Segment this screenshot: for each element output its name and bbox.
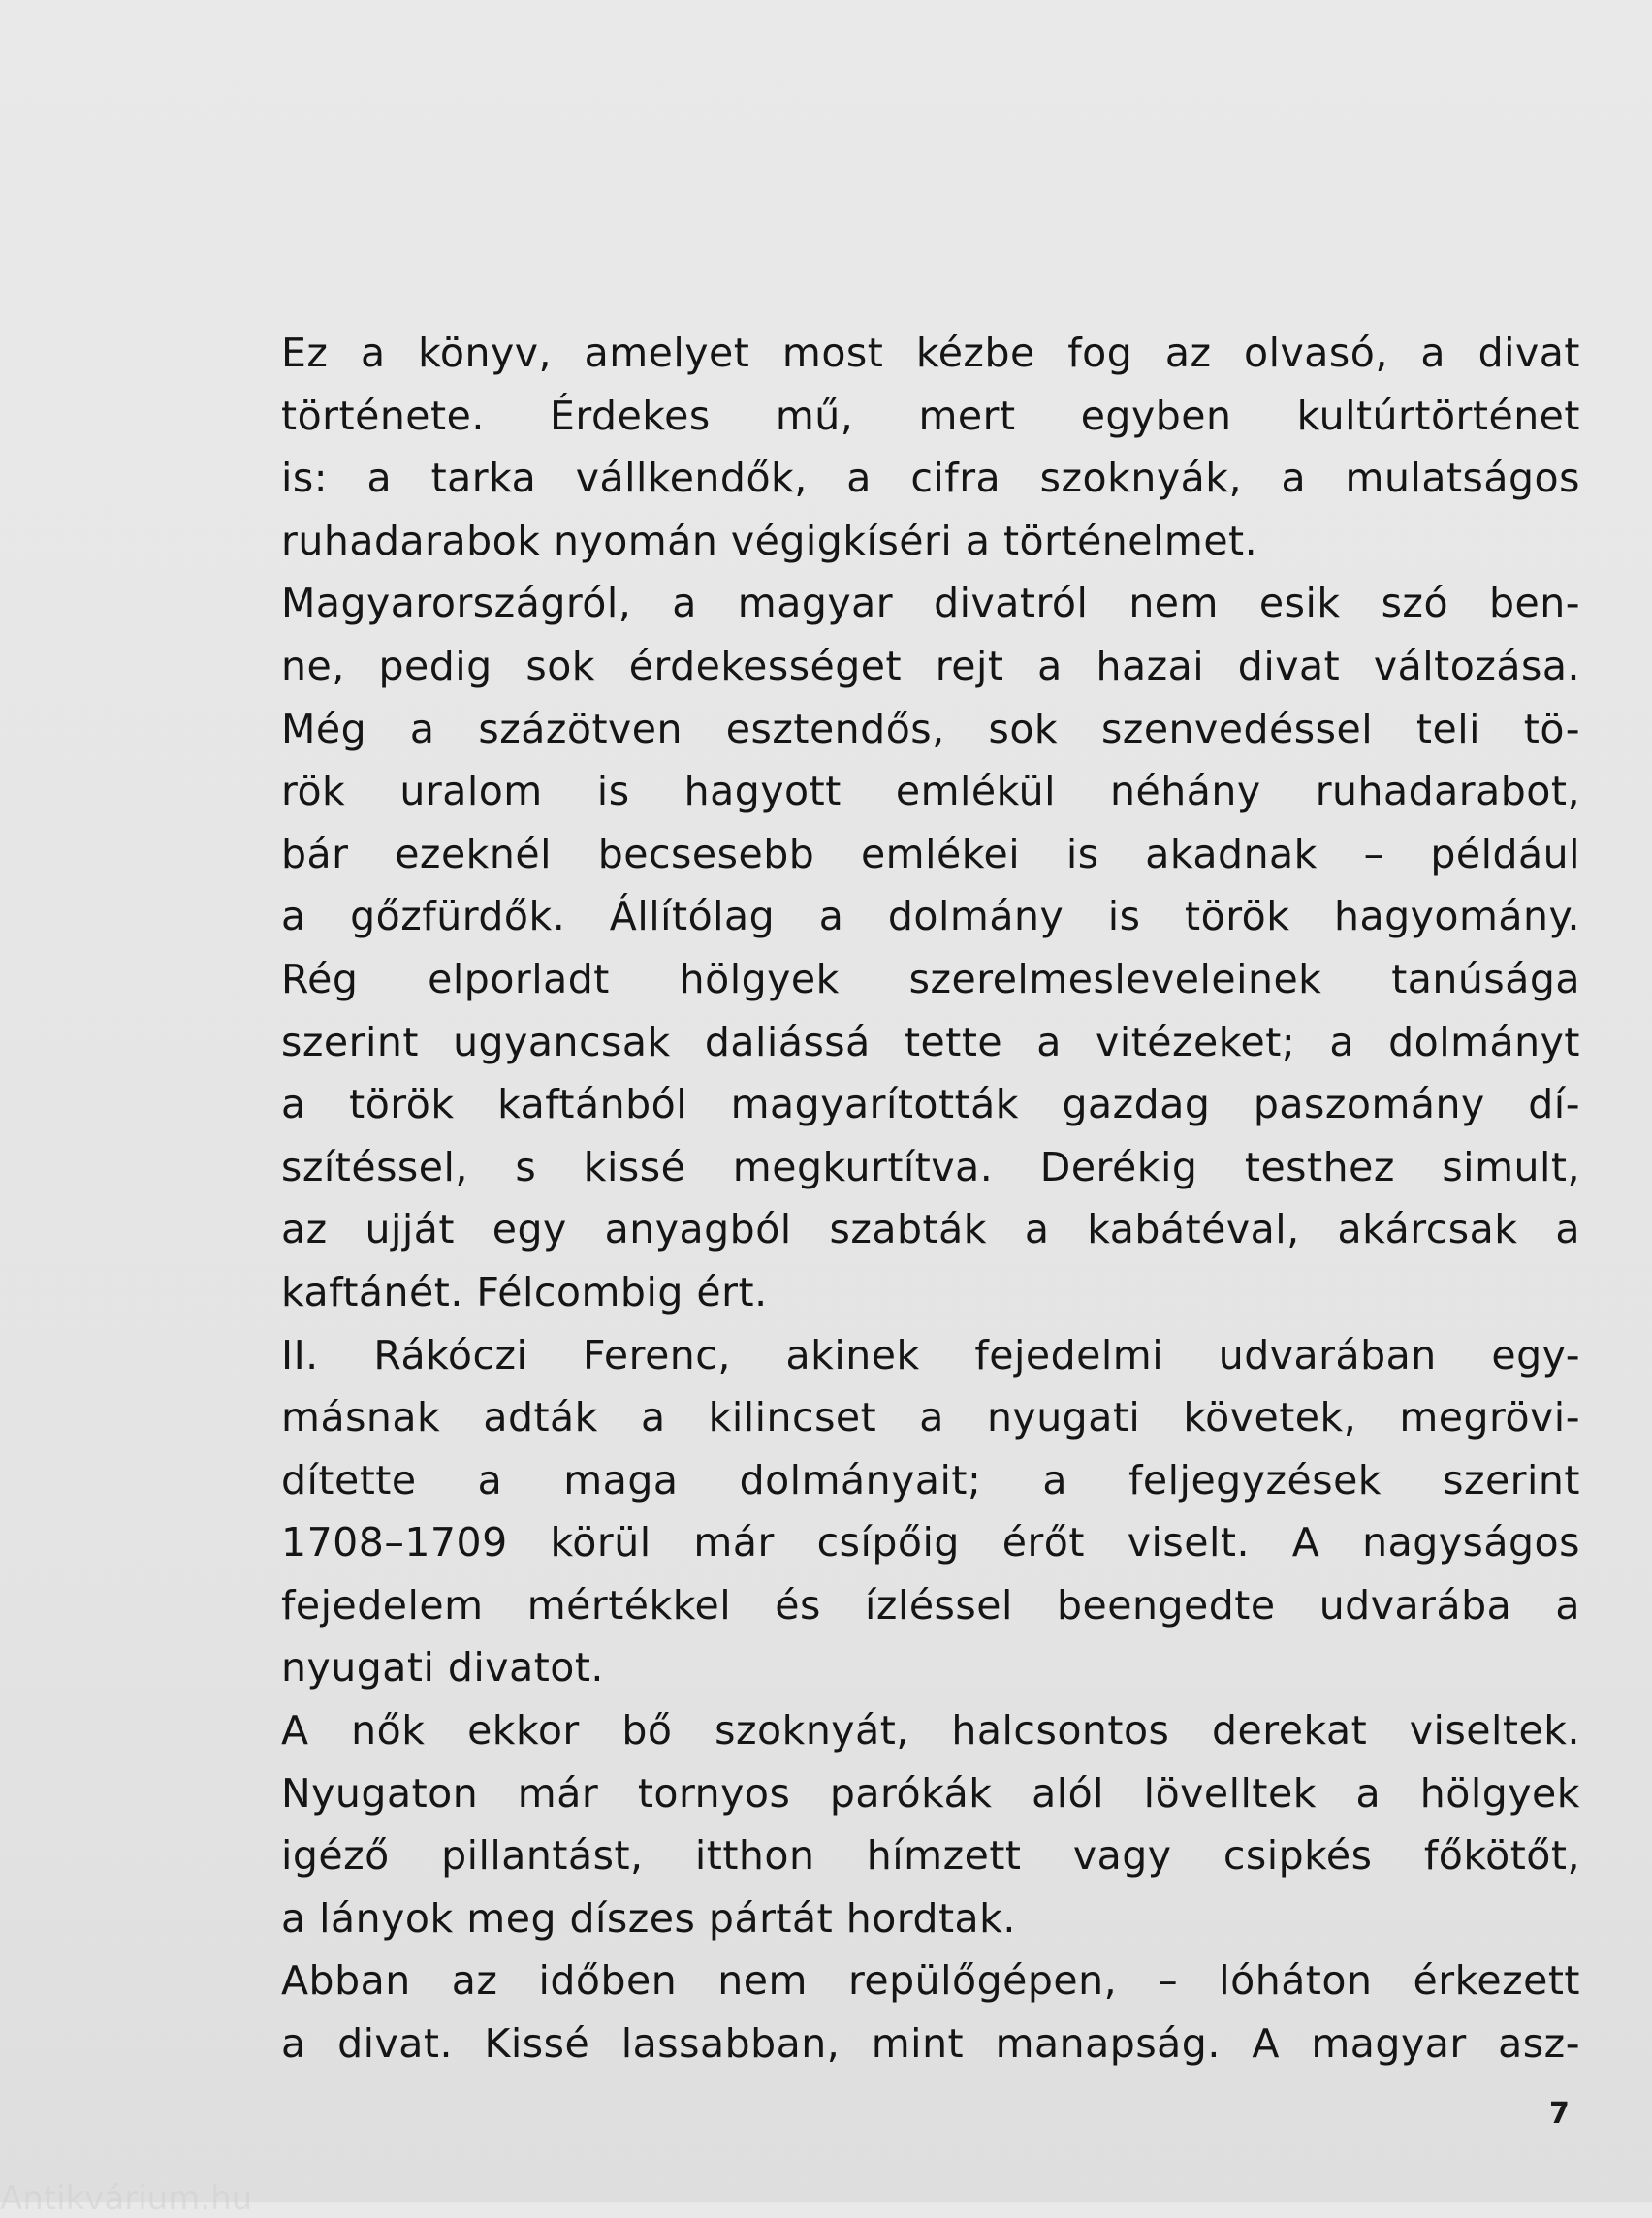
text-line: ne, pedig sok érdekességet rejt a hazai divat változása. [281,642,1580,689]
text-line: a gőzfürdők. Állítólag a dolmány is török hagyomány. [281,893,1580,940]
text-line: története. Érdekes mű, mert egyben kultúrtörténet [281,392,1580,439]
watermark: Antikvárium.hu [0,2179,253,2218]
text-line: igéző pillantást, itthon hímzett vagy csipkés főkötőt, [281,1832,1580,1880]
text-line: szerint ugyancsak daliássá tette a vitézeket; a dolmányt [281,1018,1580,1065]
text-line: ruhadarabok nyomán végigkíséri a történelmet. [281,517,1258,564]
text-line: fejedelem mértékkel és ízléssel beengedte udvarába a [281,1581,1580,1629]
text-line: az ujját egy anyagból szabták a kabátéval, akárcsak a [281,1206,1580,1253]
text-line: a divat. Kissé lassabban, mint manapság. A magyar asz- [281,2020,1580,2068]
text-line: nyugati divatot. [281,1644,604,1692]
text-line: szítéssel, s kissé megkurtítva. Derékig testhez simult, [281,1143,1580,1190]
text-line: dítette a maga dolmányait; a feljegyzések szerint [281,1456,1580,1504]
page-number: 7 [1549,2097,1570,2131]
text-line: bár ezeknél becsesebb emlékei is akadnak – például [281,830,1580,877]
text-line: a török kaftánból magyarították gazdag paszomány dí- [281,1081,1580,1128]
text-line: 1708–1709 körül már csípőig érőt viselt. A nagyságos [281,1519,1580,1567]
text-line: Nyugaton már tornyos parókák alól lövelltek a hölgyek [281,1769,1580,1817]
text-line: Abban az időben nem repülőgépen, – lóháton érkezett [281,1957,1580,2005]
text-line: II. Rákóczi Ferenc, akinek fejedelmi udvarában egy- [281,1331,1580,1378]
text-line: Magyarországról, a magyar divatról nem esik szó ben- [281,580,1580,627]
text-line: Ez a könyv, amelyet most kézbe fog az olvasó, a divat [281,330,1580,376]
text-line: kaftánét. Félcombig ért. [281,1268,768,1315]
text-line: Még a százötven esztendős, sok szenvedéssel teli tö- [281,705,1580,752]
text-line: is: a tarka vállkendők, a cifra szoknyák, a mulatságos [281,455,1580,502]
text-line: Rég elporladt hölgyek szerelmesleveleinek tanúsága [281,955,1580,1002]
body-text [281,322,1580,2075]
text-line: a lányok meg díszes pártát hordtak. [281,1894,1016,1942]
text-line: másnak adták a kilincset a nyugati követek, megrövi- [281,1394,1580,1442]
text-line: A nők ekkor bő szoknyát, halcsontos derekat viseltek. [281,1707,1580,1755]
text-line: rök uralom is hagyott emlékül néhány ruhadarabot, [281,768,1580,815]
